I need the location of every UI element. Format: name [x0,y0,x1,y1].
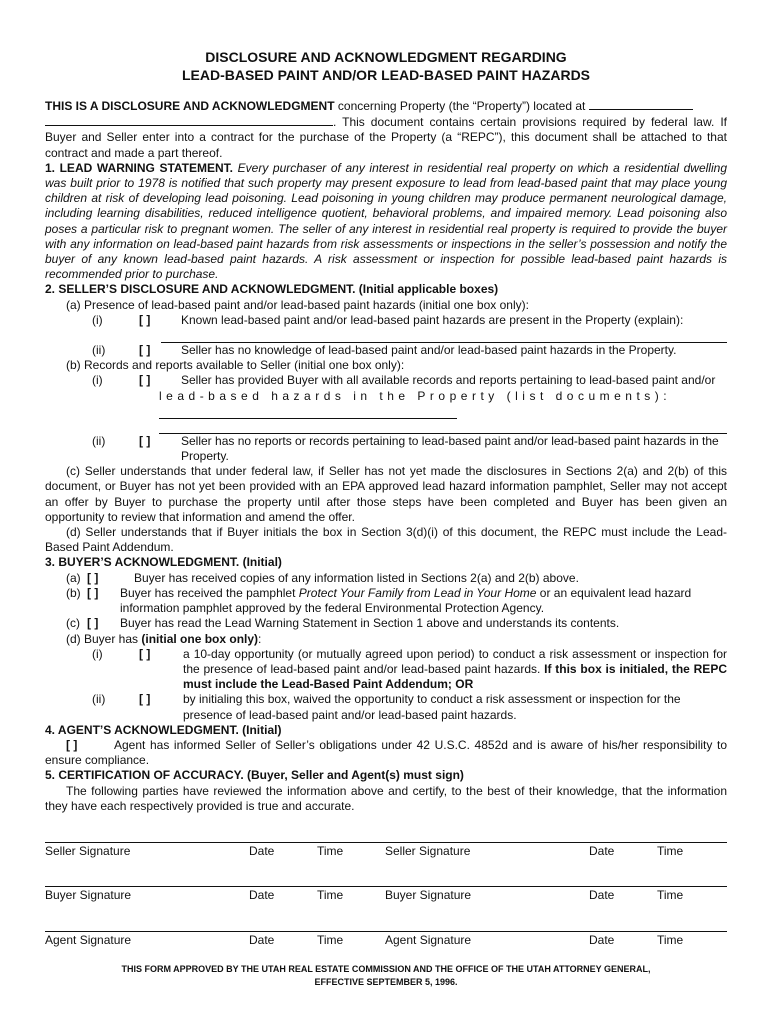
agent-date-label-2: Date [589,933,615,947]
section-4-text [45,738,727,768]
section-2b-ii [45,434,727,464]
section-2a: (a) Presence of lead-based paint and/or lead-based paint hazards (initial one box only): [66,297,529,312]
seller-date-label-2: Date [589,844,615,858]
signature-line-buyer[interactable] [45,886,727,887]
buyer-signature-label: Buyer Signature [45,888,132,902]
documents-line-2[interactable] [159,419,727,434]
signature-row-seller [45,844,727,860]
section-3a [45,571,727,586]
section-3d [45,632,727,647]
section-3b-text-1: Buyer has received the pamphlet [120,585,299,600]
section-3d-i [45,647,727,693]
intro-text-2: . This document contains certain provisions required by federal law. If Buyer and Seller enter into a contract for the purchase of the Property (a “REPC”), this document shall be attached to that contract and made a part thereof. [45,115,727,160]
buyer-date-label-2: Date [589,888,615,902]
section-2a-ii-num: (ii) [92,343,106,358]
initial-box-3a[interactable]: [ ] [87,570,99,585]
section-2a-i-text: Known lead-based paint and/or lead-based paint hazards are present in the Property (explain): [181,312,684,327]
section-3c-num: (c) [66,616,80,631]
section-2b-i-text-2: lead-based hazards in the Property (list documents): [159,388,672,403]
buyer-signature-label-2: Buyer Signature [385,888,472,902]
section-5-heading: 5. CERTIFICATION OF ACCURACY. (Buyer, Seller and Agent(s) must sign) [45,768,464,783]
section-3d-i-text [183,647,727,693]
section-2d: (d) Seller understands that if Buyer initials the box in Section 3(d)(i) of this document, the REPC must include the Lead-Based Paint Addendum. [45,525,727,555]
initial-box-2b-ii[interactable]: [ ] [139,433,151,448]
initial-box-4[interactable]: [ ] [66,737,78,752]
section-2c: (c) Seller understands that under federal law, if Seller has not yet made the disclosures in Sections 2(a) and 2(b) of this document, or Buyer has not yet been provided with an EPA approved lead hazard information pamphlet, Seller may not accept an offer by Buyer to purchase the property until after those steps have been completed and Buyer has been given an opportunity to review that information and amend the offer. [45,464,727,524]
signature-row-buyer [45,888,727,904]
initial-box-2a-ii[interactable]: [ ] [139,343,151,358]
property-address-field-2[interactable] [45,114,333,126]
section-2b-i [45,373,727,388]
initial-box-2a-i[interactable]: [ ] [139,312,151,327]
section-2b: (b) Records and reports available to Seller (initial one box only): [66,358,405,373]
section-2b-i-cont [45,389,727,434]
document-title-line-1: DISCLOSURE AND ACKNOWLEDGMENT REGARDING [205,49,567,65]
section-2a-ii-text: Seller has no knowledge of lead-based paint and/or lead-based paint hazards in the Property. [181,343,677,358]
section-3b-text [120,586,727,616]
documents-line-1[interactable] [159,404,457,419]
intro-text-1: concerning Property (the “Property”) located at [334,99,589,113]
section-2a-i-num: (i) [92,312,103,327]
signature-line-seller[interactable] [45,842,727,843]
section-4-body: Agent has informed Seller of Seller’s obligations under 42 U.S.C. 4852d and is aware of his/her responsibility to ensure compliance. [45,737,727,768]
seller-time-label: Time [317,844,344,858]
signature-row-agent [45,933,727,949]
section-3d-i-num: (i) [92,646,103,661]
signature-line-agent[interactable] [45,931,727,932]
agent-date-label: Date [249,933,275,947]
section-3d-i-text-bold: If this box is initialed, the REPC must include the Lead-Based Paint Addendum; OR [183,661,727,692]
section-3d-i-text-plain: a 10-day opportunity (or mutually agreed upon period) to conduct a risk assessment or inspection for the presence of lead-based paint and/or lead-based paint hazards. [183,646,727,676]
footer-line-2: EFFECTIVE SEPTEMBER 5, 1996. [314,977,458,987]
section-3d-ii-text: by initialing this box, waived the opportunity to conduct a risk assessment or inspection for the presence of lead-based paint and/or lead-based paint hazards. [183,692,681,722]
intro-paragraph [45,98,727,161]
section-3-heading: 3. BUYER’S ACKNOWLEDGMENT. (Initial) [45,555,282,570]
section-1-text: Every purchaser of any interest in residential real property on which a residential dwelling was built prior to 1978 is notified that such property may present exposure to lead from lead-based paint that may place young children at risk of developing lead poisoning. Lead poisoning in young children may produce permanent neurological damage, including learning disabilities, reduced intelligence quotient, behavioral problems, and impaired memory. Lead poisoning also poses a particular risk to pregnant women. The seller of any interest in residential real property is required to provide the buyer with any information on lead-based paint hazards from risk assessments or inspections in the seller’s possession and notify the buyer of any known lead-based paint hazards. A risk assessment or inspection for possible lead-based paint hazards is recommended prior to purchase. [45,160,727,282]
initial-box-3d-i[interactable]: [ ] [139,646,151,661]
seller-signature-label: Seller Signature [45,844,131,858]
buyer-time-label: Time [317,888,344,902]
buyer-date-label: Date [249,888,275,902]
section-2a-ii [45,343,727,358]
pamphlet-title: Protect Your Family from Lead in Your Home [298,585,537,600]
section-2b-ii-num: (ii) [92,433,106,448]
section-4-heading: 4. AGENT’S ACKNOWLEDGMENT. (Initial) [45,722,282,737]
intro-lead: THIS IS A DISCLOSURE AND ACKNOWLEDGMENT [45,99,335,113]
section-3c-text: Buyer has read the Lead Warning Statement in Section 1 above and understands its contents. [120,616,620,631]
section-3d-bold: (initial one box only) [141,631,259,646]
section-3b [45,586,727,616]
section-3b-text-2: or an equivalent lead hazard information pamphlet approved by the federal Environmental Protection Agency. [120,585,692,616]
section-3a-num: (a) [66,570,81,585]
explain-line[interactable] [161,328,727,343]
section-2b-i-text-1: Seller has provided Buyer with all available records and reports pertaining to lead-based paint and/or [181,373,716,388]
section-2b-ii-text: Seller has no reports or records pertaining to lead-based paint and/or lead-based paint hazards in the Property. [181,433,719,464]
section-3c [45,616,727,631]
agent-signature-label: Agent Signature [45,933,132,947]
document-body [45,98,727,814]
initial-box-2b-i[interactable]: [ ] [139,373,151,388]
section-3d-ii-num: (ii) [92,692,106,707]
section-3a-text: Buyer has received copies of any information listed in Sections 2(a) and 2(b) above. [134,570,579,585]
seller-signature-label-2: Seller Signature [385,844,471,858]
section-3d-ii [45,692,727,722]
section-5-text: The following parties have reviewed the information above and certify, to the best of their knowledge, that the information they have each respectively provided is true and accurate. [45,783,727,813]
buyer-time-label-2: Time [657,888,684,902]
initial-box-3c[interactable]: [ ] [87,616,99,631]
section-3d-colon: : [258,631,262,646]
seller-date-label: Date [249,844,275,858]
initial-box-3d-ii[interactable]: [ ] [139,692,151,707]
section-1 [45,161,727,283]
footer-line-1: THIS FORM APPROVED BY THE UTAH REAL ESTATE COMMISSION AND THE OFFICE OF THE UTAH ATTORNEY GENERAL, [121,964,651,974]
agent-time-label-2: Time [657,933,684,947]
section-2-heading: 2. SELLER’S DISCLOSURE AND ACKNOWLEDGMENT. (Initial applicable boxes) [45,282,499,297]
section-3b-num: (b) [66,585,81,600]
document-title-line-2: LEAD-BASED PAINT AND/OR LEAD-BASED PAINT HAZARDS [181,67,591,83]
section-2b-i-num: (i) [92,373,103,388]
explain-line-container [45,328,727,343]
seller-time-label-2: Time [657,844,684,858]
initial-box-3b[interactable]: [ ] [87,585,99,600]
agent-signature-label-2: Agent Signature [385,933,472,947]
section-2a-i [45,313,727,328]
section-3d-lead: (d) Buyer has [66,631,142,646]
footer [45,963,727,989]
agent-time-label: Time [317,933,344,947]
section-1-heading: 1. LEAD WARNING STATEMENT. [45,160,234,175]
property-address-field-1[interactable] [589,98,693,110]
